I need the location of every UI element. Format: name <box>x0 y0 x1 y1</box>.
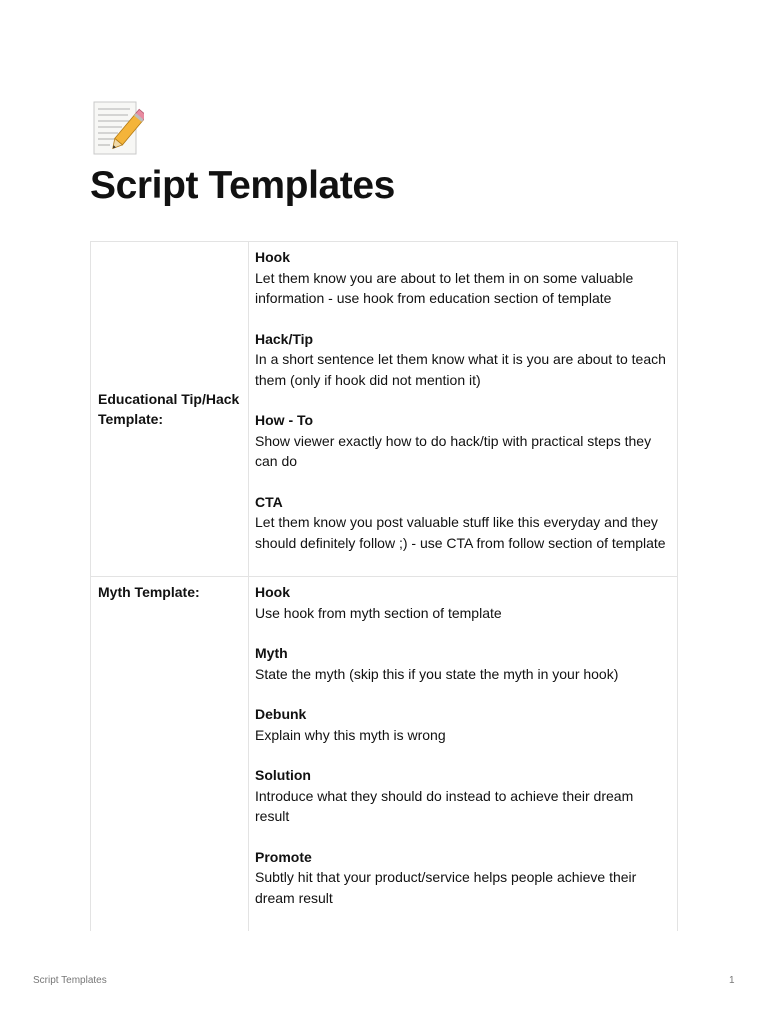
memo-pencil-icon <box>92 100 144 156</box>
section-text: Let them know you post valuable stuff like this everyday and they should definitely follow ;) - use CTA from follow section of template <box>255 514 666 551</box>
section-heading: Debunk <box>255 706 307 722</box>
section-text: Subtly hit that your product/service helps people achieve their dream result <box>255 869 637 906</box>
template-section <box>255 704 670 745</box>
section-heading: Hack/Tip <box>255 330 314 347</box>
row-label-cell <box>91 242 249 577</box>
template-section <box>255 582 670 623</box>
section-text: State the myth (skip this if you state the myth in your hook) <box>255 665 619 682</box>
section-heading: CTA <box>255 493 283 510</box>
section-heading: Solution <box>255 767 311 783</box>
template-section <box>255 247 670 309</box>
section-heading: Myth <box>255 645 288 661</box>
footer-page-number: 1 <box>729 975 735 986</box>
row-content-cell <box>249 577 678 932</box>
section-text: Introduce what they should do instead to achieve their dream result <box>255 787 634 824</box>
template-section <box>255 765 670 827</box>
template-section <box>255 492 670 554</box>
footer-document-title: Script Templates <box>33 975 107 986</box>
document-title: Script Templates <box>90 164 395 207</box>
row-content-cell <box>249 242 678 577</box>
section-heading: Hook <box>255 249 290 265</box>
template-section <box>255 847 670 909</box>
section-heading: Hook <box>255 584 290 600</box>
template-section <box>255 410 670 472</box>
section-text: Show viewer exactly how to do hack/tip with practical steps they can do <box>255 432 652 469</box>
templates-table <box>90 241 678 931</box>
table-row <box>91 577 678 932</box>
section-heading: Promote <box>255 848 312 865</box>
section-text: Use hook from myth section of template <box>255 604 502 621</box>
section-heading: How - To <box>255 412 314 428</box>
table-row <box>91 242 678 577</box>
section-text: Explain why this myth is wrong <box>255 726 446 743</box>
row-label: Educational Tip/Hack Template: <box>98 390 240 427</box>
section-text: In a short sentence let them know what it is you are about to teach them (only if hook did not mention it) <box>255 351 666 388</box>
row-label-cell <box>91 577 249 932</box>
template-section <box>255 643 670 684</box>
template-section <box>255 329 670 391</box>
section-text: Let them know you are about to let them in on some valuable information - use hook from education section of template <box>255 269 634 306</box>
row-label: Myth Template: <box>98 584 200 600</box>
